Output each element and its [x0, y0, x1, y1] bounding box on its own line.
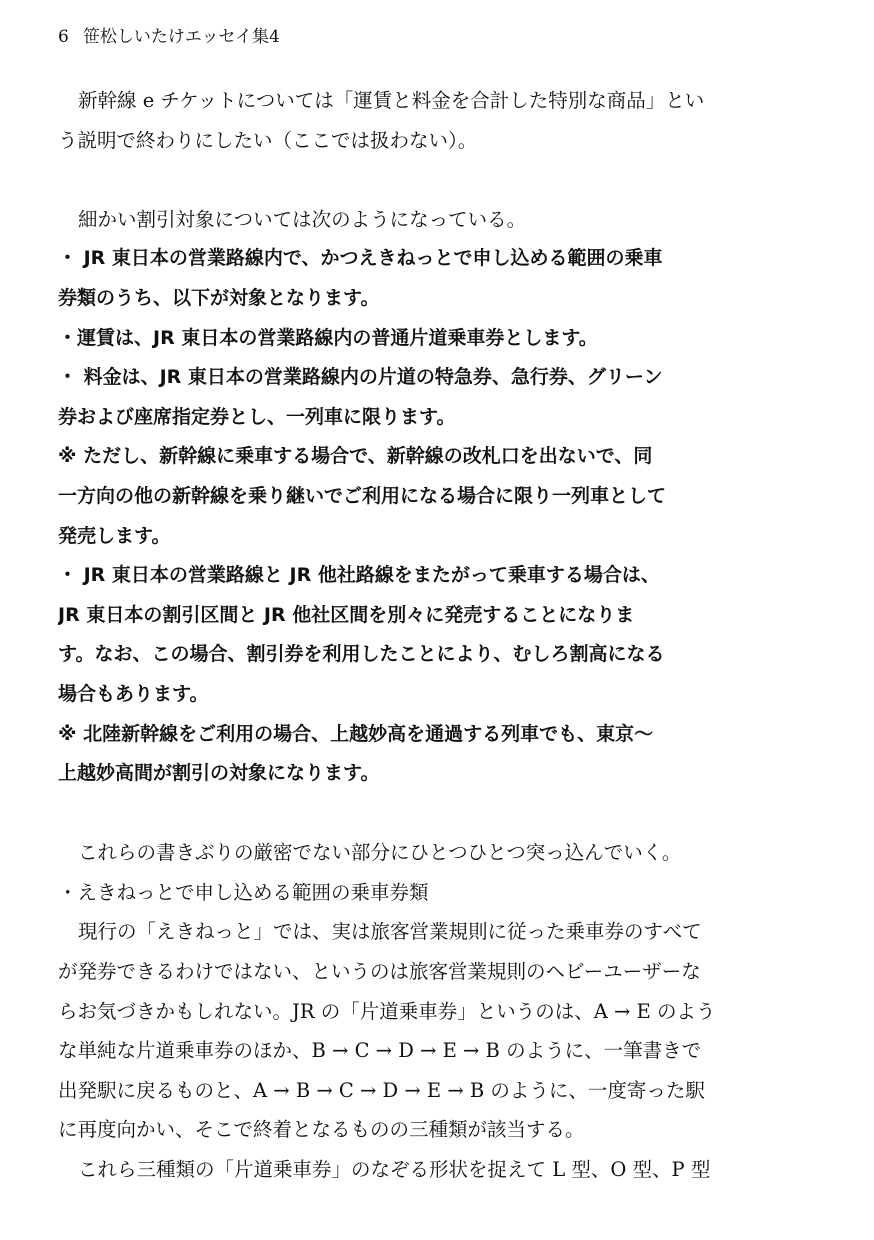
quoted-rule-line: ・運賃は、JR 東日本の営業路線内の普通片道乗車券とします。	[58, 326, 598, 349]
quoted-rule-line: す。なお、この場合、割引券を利用したことにより、むしろ割高になる	[58, 643, 665, 666]
body-line: が発券できるわけではない、というのは旅客営業規則のヘビーユーザーな	[58, 960, 701, 984]
quoted-discount-rules	[58, 239, 726, 793]
quoted-rule-line: 一方向の他の新幹線を乗り継いでご利用になる場合に限り一列車として	[58, 484, 667, 507]
paragraph-eticket	[58, 81, 726, 160]
quoted-rule-line: ・ JR 東日本の営業路線内で、かつえきねっとで申し込める範囲の乗車	[58, 247, 663, 270]
page-number: 6	[58, 27, 69, 47]
body-line: 出発駅に戻るものと、A → B → C → D → E → B のように、一度寄った駅	[58, 1078, 705, 1102]
page-body	[58, 81, 726, 1190]
quoted-rule-line: ※ 北陸新幹線をご利用の場合、上越妙高を通過する列車でも、東京～	[58, 722, 654, 745]
paragraph-analysis	[58, 833, 726, 1189]
paragraph-spacer	[58, 794, 726, 834]
body-line: 細かい割引対象については次のようになっている。	[78, 207, 527, 231]
quoted-rule-line: ・ 料金は、JR 東日本の営業路線内の片道の特急券、急行券、グリーン	[58, 366, 663, 389]
body-line: 新幹線 e チケットについては「運賃と料金を合計した特別な商品」とい	[78, 89, 705, 112]
quoted-rule-line: 券および座席指定券とし、一列車に限ります。	[58, 405, 456, 428]
page-header	[58, 26, 280, 48]
paragraph-discount-intro	[58, 200, 726, 240]
quoted-rule-line: ・ JR 東日本の営業路線と JR 他社路線をまたがって乗車する場合は、	[58, 564, 660, 587]
section-heading: ・えきねっとで申し込める範囲の乗車券類	[58, 880, 429, 904]
body-line: な単純な片道乗車券のほか、B → C → D → E → B のように、一筆書きで	[58, 1039, 702, 1063]
quoted-rule-line: JR 東日本の割引区間と JR 他社区間を別々に発売することになりま	[58, 603, 635, 626]
quoted-rule-line: 発売します。	[58, 524, 171, 547]
body-line: これら三種類の「片道乗車券」のなぞる形状を捉えて L 型、O 型、P 型	[78, 1158, 711, 1182]
quoted-rule-line: ※ ただし、新幹線に乗車する場合で、新幹線の改札口を出ないで、同	[58, 445, 653, 468]
quoted-rule-line: 場合もあります。	[58, 682, 209, 705]
body-line: らお気づきかもしれない。JR の「片道乗車券」というのは、A → E のよう	[58, 999, 716, 1023]
book-title: 笹松しいたけエッセイ集4	[82, 27, 280, 47]
paragraph-spacer	[58, 160, 726, 200]
body-line: 現行の「えきねっと」では、実は旅客営業規則に従った乗車券のすべて	[78, 920, 702, 944]
body-line: これらの書きぶりの厳密でない部分にひとつひとつ突っ込んでいく。	[78, 841, 682, 865]
quoted-rule-line: 上越妙高間が割引の対象になります。	[58, 762, 380, 785]
quoted-rule-line: 券類のうち、以下が対象となります。	[58, 286, 380, 309]
body-line: う説明で終わりにしたい（ここでは扱わない）。	[58, 128, 478, 152]
body-line: に再度向かい、そこで終着となるものの三種類が該当する。	[58, 1118, 585, 1142]
